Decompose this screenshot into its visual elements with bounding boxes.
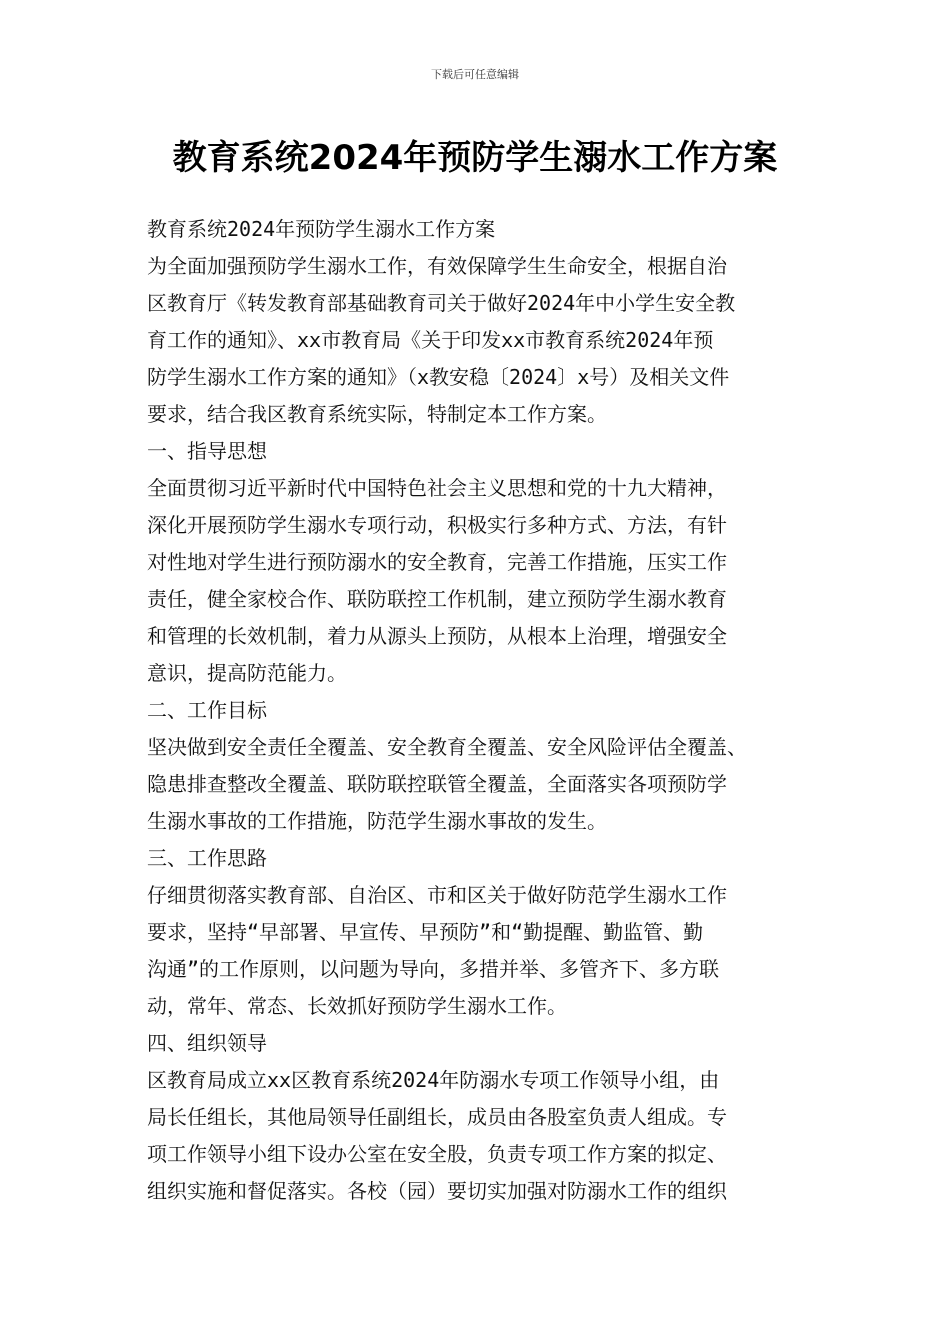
body-line: 组织实施和督促落实。各校（园）要切实加强对防溺水工作的组织 bbox=[147, 1179, 727, 1203]
document-body bbox=[147, 211, 807, 1210]
body-line: 隐患排查整改全覆盖、联防联控联管全覆盖，全面落实各项预防学 bbox=[147, 772, 727, 796]
body-line: 防学生溺水工作方案的通知》（x教安稳〔2024〕x号）及相关文件 bbox=[147, 365, 730, 389]
body-line: 局长任组长，其他局领导任副组长，成员由各股室负责人组成。专 bbox=[147, 1105, 727, 1129]
body-line: 责任，健全家校合作、联防联控工作机制，建立预防学生溺水教育 bbox=[147, 587, 727, 611]
body-line: 项工作领导小组下设办公室在安全股，负责专项工作方案的拟定、 bbox=[147, 1142, 727, 1166]
body-line: 坚决做到安全责任全覆盖、安全教育全覆盖、安全风险评估全覆盖、 bbox=[147, 735, 747, 759]
body-line: 区教育厅《转发教育部基础教育司关于做好2024年中小学生安全教 bbox=[147, 291, 736, 315]
section-heading: 四、组织领导 bbox=[147, 1031, 267, 1055]
body-line: 全面贯彻习近平新时代中国特色社会主义思想和党的十九大精神， bbox=[147, 476, 727, 500]
document-title: 教育系统2024年预防学生溺水工作方案 bbox=[172, 138, 778, 178]
body-line: 动，常年、常态、长效抓好预防学生溺水工作。 bbox=[147, 994, 567, 1018]
body-line: 生溺水事故的工作措施，防范学生溺水事故的发生。 bbox=[147, 809, 607, 833]
section-heading: 一、指导思想 bbox=[147, 439, 267, 463]
body-line: 区教育局成立xx区教育系统2024年防溺水专项工作领导小组，由 bbox=[147, 1068, 720, 1092]
body-line: 沟通”的工作原则，以问题为导向，多措并举、多管齐下、多方联 bbox=[147, 957, 720, 981]
body-line: 和管理的长效机制，着力从源头上预防，从根本上治理，增强安全 bbox=[147, 624, 727, 648]
section-heading: 二、工作目标 bbox=[147, 698, 267, 722]
body-line: 意识，提高防范能力。 bbox=[147, 661, 347, 685]
body-line: 仔细贯彻落实教育部、自治区、市和区关于做好防范学生溺水工作 bbox=[147, 883, 727, 907]
body-line: 教育系统2024年预防学生溺水工作方案 bbox=[147, 217, 496, 241]
body-line: 要求，结合我区教育系统实际，特制定本工作方案。 bbox=[147, 402, 607, 426]
body-line: 要求，坚持“早部署、早宣传、早预防”和“勤提醒、勤监管、勤 bbox=[147, 920, 704, 944]
body-line: 育工作的通知》、xx市教育局《关于印发xx市教育系统2024年预 bbox=[147, 328, 714, 352]
section-heading: 三、工作思路 bbox=[147, 846, 267, 870]
body-line: 为全面加强预防学生溺水工作，有效保障学生生命安全，根据自治 bbox=[147, 254, 727, 278]
body-line: 深化开展预防学生溺水专项行动，积极实行多种方式、方法，有针 bbox=[147, 513, 727, 537]
body-line: 对性地对学生进行预防溺水的安全教育，完善工作措施，压实工作 bbox=[147, 550, 727, 574]
header-note: 下载后可任意编辑 bbox=[431, 68, 519, 81]
